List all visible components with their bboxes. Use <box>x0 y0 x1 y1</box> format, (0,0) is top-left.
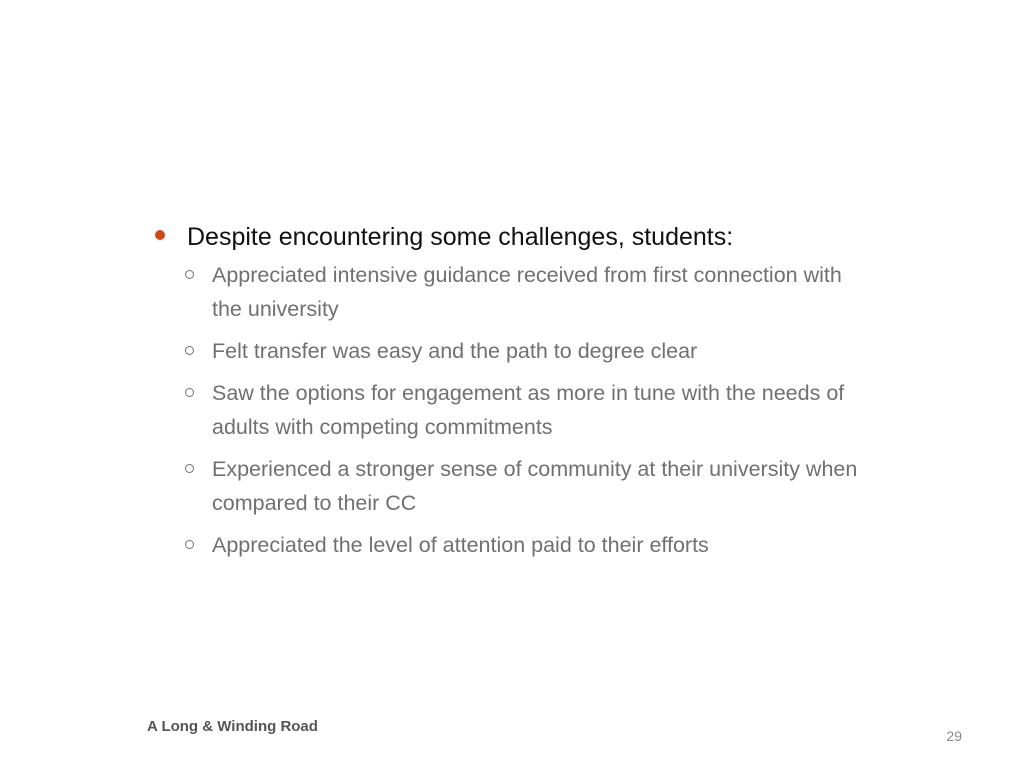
hollow-circle-bullet-icon <box>185 346 194 355</box>
hollow-circle-bullet-icon <box>185 464 194 473</box>
sub-bullet-list <box>185 258 885 562</box>
footer-title: A Long & Winding Road <box>147 718 318 735</box>
sub-bullet-text: Experienced a stronger sense of community at their university when compared to their CC <box>212 457 858 515</box>
bullet-dot-icon <box>155 230 165 240</box>
page-number: 29 <box>946 728 962 744</box>
sub-bullet-text: Saw the options for engagement as more in tune with the needs of adults with competing commitments <box>212 381 845 439</box>
sub-bullet-text: Appreciated intensive guidance received from first connection with the university <box>212 263 842 321</box>
main-bullet-text: Despite encountering some challenges, students: <box>187 223 734 251</box>
sub-bullet-item <box>185 258 885 326</box>
bullet-content <box>155 220 885 570</box>
hollow-circle-bullet-icon <box>185 388 194 397</box>
sub-bullet-item <box>185 452 885 520</box>
sub-bullet-item <box>185 334 885 368</box>
hollow-circle-bullet-icon <box>185 540 194 549</box>
hollow-circle-bullet-icon <box>185 270 194 279</box>
sub-bullet-item <box>185 528 885 562</box>
sub-bullet-text: Felt transfer was easy and the path to degree clear <box>212 339 698 363</box>
main-bullet <box>155 220 885 254</box>
sub-bullet-text: Appreciated the level of attention paid to their efforts <box>212 533 709 557</box>
sub-bullet-item <box>185 376 885 444</box>
